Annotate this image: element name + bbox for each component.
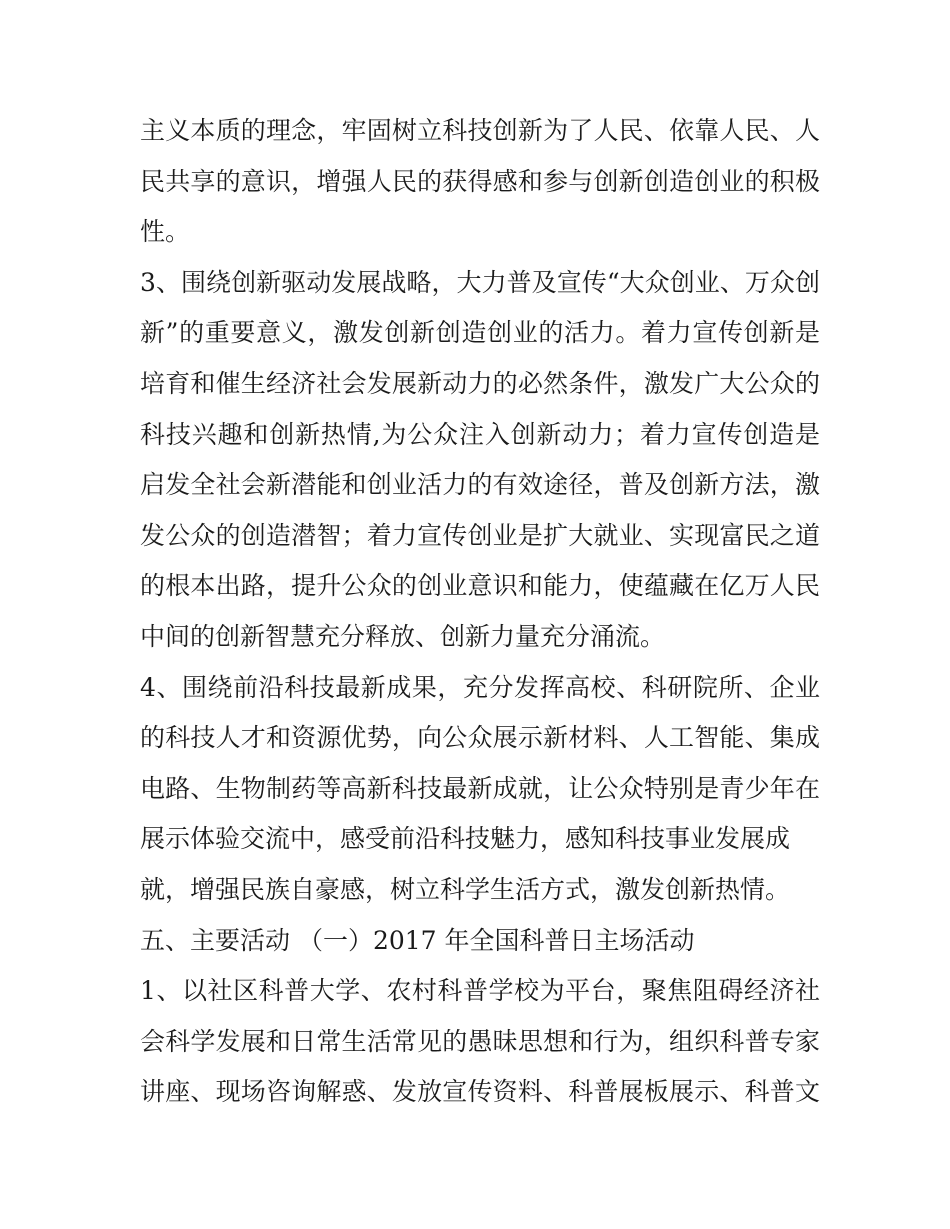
- text-line: 电路、生物制药等高新科技最新成就，让公众特别是青少年在: [140, 773, 820, 803]
- text-line: 培育和催生经济社会发展新动力的必然条件，激发广大公众的: [140, 368, 820, 398]
- text-line: 的根本出路，提升公众的创业意识和能力，使蕴藏在亿万人民: [140, 571, 820, 601]
- text-line: 中间的创新智慧充分释放、创新力量充分涌流。: [140, 621, 666, 651]
- text-line: 讲座、现场咨询解惑、发放宣传资料、科普展板展示、科普文: [140, 1077, 820, 1107]
- text-line: 新”的重要意义，激发创新创造创业的活力。着力宣传创新是: [140, 318, 820, 348]
- text-line: 科技兴趣和创新热情,为公众注入创新动力；着力宣传创造是: [140, 419, 820, 449]
- text-line: 的科技人才和资源优势，向公众展示新材料、人工智能、集成: [140, 723, 820, 753]
- section-heading: 五、主要活动 （一）2017 年全国科普日主场活动: [140, 925, 695, 955]
- text-line: 发公众的创造潜智；着力宣传创业是扩大就业、实现富民之道: [140, 520, 820, 550]
- text-line: 3、围绕创新驱动发展战略，大力普及宣传“大众创业、万众创: [140, 267, 820, 297]
- text-line: 启发全社会新潜能和创业活力的有效途径，普及创新方法，激: [140, 470, 820, 500]
- text-line: 1、以社区科普大学、农村科普学校为平台，聚焦阻碍经济社: [140, 976, 820, 1006]
- text-line: 展示体验交流中，感受前沿科技魅力，感知科技事业发展成: [140, 824, 791, 854]
- text-line: 4、围绕前沿科技最新成果，充分发挥高校、科研院所、企业: [140, 672, 820, 702]
- document-body: [140, 106, 820, 1118]
- text-line: 主义本质的理念，牢固树立科技创新为了人民、依靠人民、人: [140, 116, 820, 145]
- text-line: 就，增强民族自豪感，树立科学生活方式，激发创新热情。: [140, 874, 791, 904]
- text-line: 会科学发展和日常生活常见的愚昧思想和行为，组织科普专家: [140, 1026, 820, 1056]
- text-line: 民共享的意识，增强人民的获得感和参与创新创造创业的积极: [140, 166, 820, 196]
- text-line: 性。: [140, 217, 191, 247]
